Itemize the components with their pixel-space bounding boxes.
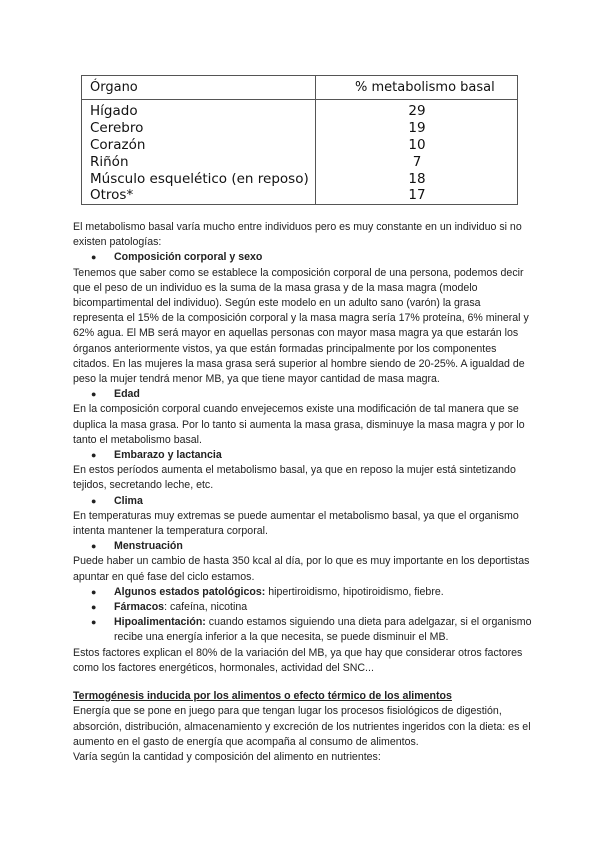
- bullet-head: Hipoalimentación:: [114, 616, 206, 629]
- organ-name: Riñón: [90, 154, 129, 170]
- bullet-icon: ●: [91, 450, 97, 461]
- bullet-heading: [73, 494, 533, 509]
- section-body: En temperaturas muy extremas se puede aumentar el metabolismo basal, ya que el organismo intenta mantener la temperatura corporal.: [73, 509, 519, 538]
- bullet-icon: ●: [91, 389, 97, 400]
- bullet-heading: [73, 539, 533, 554]
- inline-bullet: [73, 615, 533, 645]
- inline-bullet: [73, 585, 533, 600]
- table-row: [82, 187, 517, 204]
- section-heading: Menstruación: [114, 540, 183, 553]
- thermogenesis-body-2: Varía según la cantidad y composición del alimento en nutrientes:: [73, 750, 381, 763]
- bullet-icon: ●: [91, 586, 97, 597]
- section-body: Puede haber un cambio de hasta 350 kcal al día, por lo que es muy importante en los deportistas apuntar en qué fase del ciclo estamos.: [73, 555, 530, 583]
- section-body: Tenemos que saber como se establece la composición corporal de una persona, podemos decir que el peso de un individuo es la suma de la masa grasa y de la masa magra (modelo bicompartimental del individuo). Según este modelo en un adulto sano (varón) la grasa representa el 15% de la composición corporal y la masa magra sería 17% proteína, 6% mineral y 62% agua. El MB será mayor en aquellas personas con mayor masa magra ya que estarán los órganos anteriormente vistos, ya que están formadas principalmente por los componentes citados. En las mujeres la masa grasa será superior al hombre siendo de 20-25%. A igualdad de peso la mujer tendrá menor MB, ya que tiene mayor cantidad de masa magra.: [73, 266, 529, 386]
- header-percent: % metabolismo basal: [355, 80, 495, 95]
- organ-name: Músculo esquelético (en reposo): [90, 171, 309, 187]
- organ-name: Otros*: [90, 187, 134, 203]
- table-row: [82, 103, 517, 120]
- table-row: [82, 154, 517, 171]
- section-heading: Composición corporal y sexo: [114, 251, 263, 264]
- organ-value: 17: [408, 187, 426, 203]
- thermogenesis-body: Energía que se pone en juego para que tengan lugar los procesos fisiológicos de digestión, absorción, distribución, almacenamiento y excreción de los nutrientes ingeridos con la dieta: es el aumento en el gasto de energía que acompaña al consumo de alimentos.: [73, 705, 531, 748]
- organ-value: 18: [408, 171, 426, 187]
- metabolism-table: [81, 75, 518, 205]
- thermogenesis-title: Termogénesis inducida por los alimentos o efecto térmico de los alimentos: [73, 690, 452, 703]
- organ-value: 19: [408, 120, 426, 136]
- bullet-icon: ●: [91, 617, 97, 628]
- table-row: [82, 171, 517, 188]
- section-body: En estos períodos aumenta el metabolismo basal, ya que en reposo la mujer está sintetizando tejidos, secretando leche, etc.: [73, 464, 516, 492]
- bullet-heading: [73, 387, 533, 402]
- bullet-head: Algunos estados patológicos:: [114, 585, 266, 598]
- summary-paragraph: Estos factores explican el 80% de la variación del MB, ya que hay que considerar otros factores como los factores energéticos, hormonales, actividad del SNC...: [73, 646, 523, 674]
- table-row: [82, 137, 517, 154]
- table-row: [82, 120, 517, 137]
- bullet-icon: ●: [91, 495, 97, 506]
- intro-paragraph: El metabolismo basal varía mucho entre individuos pero es muy constante en un individuo si no existen patologías:: [73, 221, 522, 249]
- bullet-heading: [73, 250, 533, 265]
- organ-name: Hígado: [90, 103, 138, 119]
- bullet-text: hipertiroidismo, hipotiroidismo, fiebre.: [265, 585, 444, 598]
- inline-bullet: [73, 600, 533, 615]
- header-organ: Órgano: [90, 80, 138, 95]
- bullet-icon: ●: [91, 252, 97, 263]
- section-heading: Edad: [114, 388, 140, 401]
- section-heading: Clima: [114, 494, 143, 507]
- organ-name: Cerebro: [90, 120, 144, 136]
- organ-value: 29: [408, 103, 426, 119]
- bullet-icon: ●: [91, 602, 97, 613]
- section-heading: Embarazo y lactancia: [114, 449, 222, 462]
- organ-value: 7: [412, 154, 422, 170]
- bullet-text: cuando estamos siguiendo una dieta para adelgazar, si el organismo recibe una energía inferior a la que necesita, se puede disminuir el MB.: [114, 616, 532, 644]
- organ-name: Corazón: [90, 137, 146, 153]
- section-body: En la composición corporal cuando envejecemos existe una modificación de tal manera que se duplica la masa grasa. Por lo tanto si aumenta la masa grasa, disminuye la masa magra y por lo tanto el metabolismo basal.: [73, 403, 525, 446]
- bullet-icon: ●: [91, 541, 97, 552]
- document-body: [73, 220, 533, 765]
- bullet-text: : cafeína, nicotina: [164, 601, 248, 614]
- section-gap: [73, 676, 533, 689]
- organ-value: 10: [408, 137, 426, 153]
- bullet-heading: [73, 448, 533, 463]
- table-header: [82, 76, 517, 100]
- bullet-head: Fármacos: [114, 601, 165, 614]
